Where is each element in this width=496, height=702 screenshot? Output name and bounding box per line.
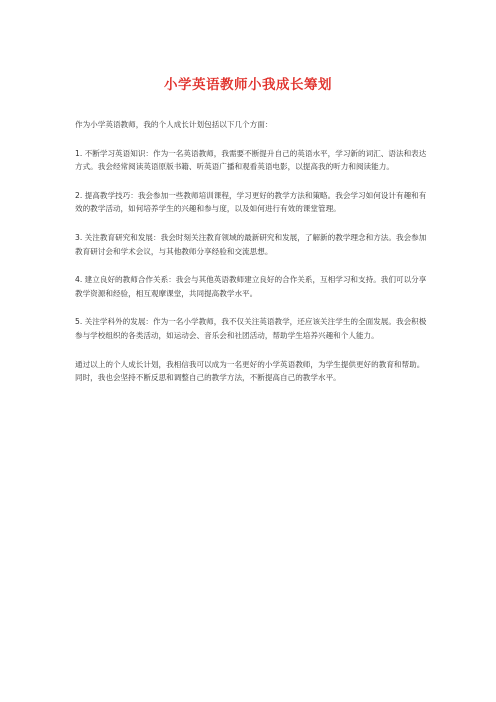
paragraph-5: 5. 关注学科外的发展：作为一名小学教师，我不仅关注英语教学，还应该关注学生的全面发展。我会积极参与学校组织的各类活动，如运动会、音乐会和社团活动，帮助学生培养兴趣和个人能力。: [75, 317, 427, 340]
paragraph-1: 1. 不断学习英语知识：作为一名英语教师，我需要不断提升自己的英语水平，学习新的词汇、语法和表达方式。我会经常阅读英语原版书籍、听英语广播和观看英语电影，以提高我的听力和阅读能力。: [75, 148, 427, 172]
paragraph-3: 3. 关注教育研究和发展：我会时刻关注教育领域的最新研究和发展，了解新的教学理念和方法。我会参加教育研讨会和学术会议，与其他教师分享经验和交流思想。: [75, 232, 427, 256]
intro-paragraph: 作为小学英语教师，我的个人成长计划包括以下几个方面：: [75, 120, 273, 129]
conclusion-paragraph: 通过以上的个人成长计划，我相信我可以成为一名更好的小学英语教师，为学生提供更好的教育和帮助。同时，我也会坚持不断反思和调整自己的教学方法，不断提高自己的教学水平。: [75, 359, 425, 383]
document-title: 小学英语教师小我成长筹划: [164, 77, 332, 93]
document-body: [75, 118, 427, 400]
paragraph-4: 4. 建立良好的教师合作关系：我会与其他英语教师建立良好的合作关系，互相学习和支持。我们可以分享教学资源和经验，相互观摩课堂，共同提高教学水平。: [75, 275, 427, 298]
paragraph-2: 2. 提高教学技巧：我会参加一些教师培训课程，学习更好的教学方法和策略。我会学习如何设计有趣和有效的教学活动，如何培养学生的兴趣和参与度，以及如何进行有效的课堂管理。: [75, 190, 427, 214]
